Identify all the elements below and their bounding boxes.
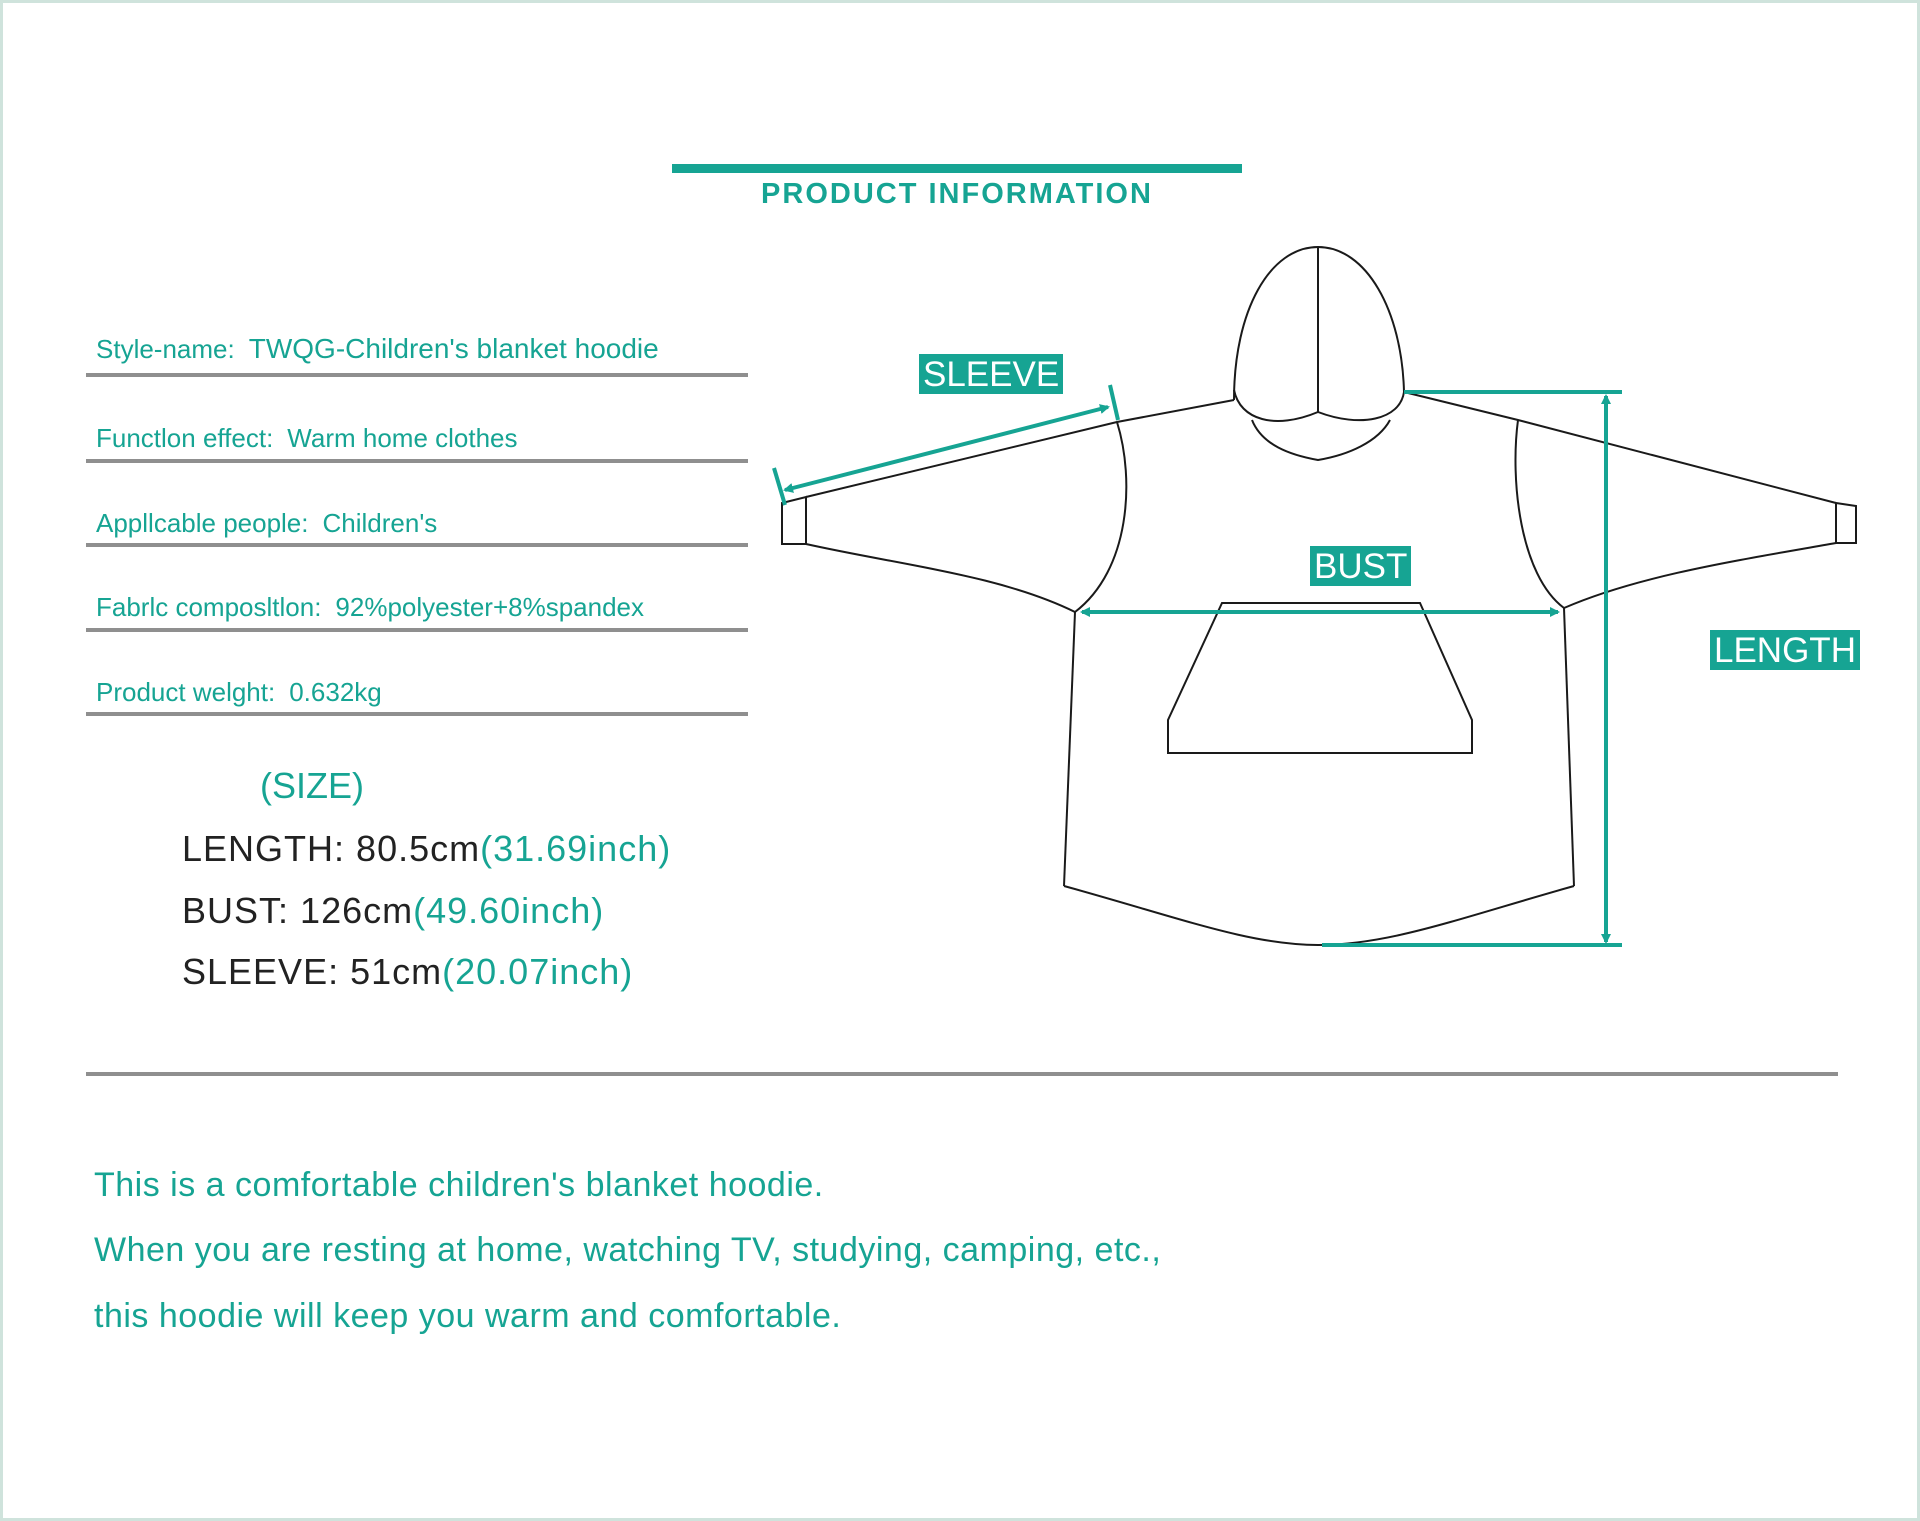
info-label: Style-name: xyxy=(96,334,235,364)
size-cm: 80.5cm xyxy=(356,828,481,869)
body-left-side xyxy=(1064,612,1075,886)
left-shoulder xyxy=(806,400,1234,497)
size-cm: 126cm xyxy=(300,890,414,931)
info-value: Children's xyxy=(322,508,438,538)
size-label: LENGTH: xyxy=(182,828,346,869)
size-inch: (20.07inch) xyxy=(442,951,634,992)
info-label: Fabrlc composltlon: xyxy=(96,592,322,622)
info-value: 92%polyester+8%spandex xyxy=(335,592,645,622)
sleeve-label: SLEEVE xyxy=(919,354,1063,394)
sleeve-arrow xyxy=(785,407,1108,490)
bust-label: BUST xyxy=(1310,546,1411,586)
info-value: 0.632kg xyxy=(289,677,382,707)
hood-neck xyxy=(1252,420,1390,460)
sleeve-tick-right xyxy=(1110,385,1118,420)
size-inch: (49.60inch) xyxy=(413,890,605,931)
info-label: Functlon effect: xyxy=(96,423,274,453)
description-line: This is a comfortable children's blanket hoodie. xyxy=(94,1166,824,1204)
length-label: LENGTH xyxy=(1710,630,1860,670)
page-title: PRODUCT INFORMATION xyxy=(761,178,1153,210)
right-cuff xyxy=(1836,503,1856,543)
size-label: BUST: xyxy=(182,890,290,931)
kangaroo-pocket xyxy=(1168,603,1472,753)
left-sleeve-under xyxy=(806,544,1075,612)
right-armhole xyxy=(1515,420,1564,608)
info-label: Product welght: xyxy=(96,677,276,707)
info-value: TWQG-Children's blanket hoodie xyxy=(248,333,659,364)
section-divider xyxy=(86,1072,1838,1076)
size-title: (SIZE) xyxy=(260,765,364,806)
info-label: Appllcable people: xyxy=(96,508,309,538)
size-cm: 51cm xyxy=(350,951,443,992)
left-armhole xyxy=(1075,422,1126,612)
size-inch: (31.69inch) xyxy=(480,828,672,869)
description-line: this hoodie will keep you warm and comfortable. xyxy=(94,1297,842,1335)
sleeve-tick-left xyxy=(774,468,785,505)
description-line: When you are resting at home, watching TV, studying, camping, etc., xyxy=(94,1231,1162,1269)
info-value: Warm home clothes xyxy=(287,423,518,453)
hem xyxy=(1064,886,1574,945)
right-shoulder xyxy=(1404,392,1836,503)
size-label: SLEEVE: xyxy=(182,951,340,992)
body-right-side xyxy=(1564,608,1574,886)
